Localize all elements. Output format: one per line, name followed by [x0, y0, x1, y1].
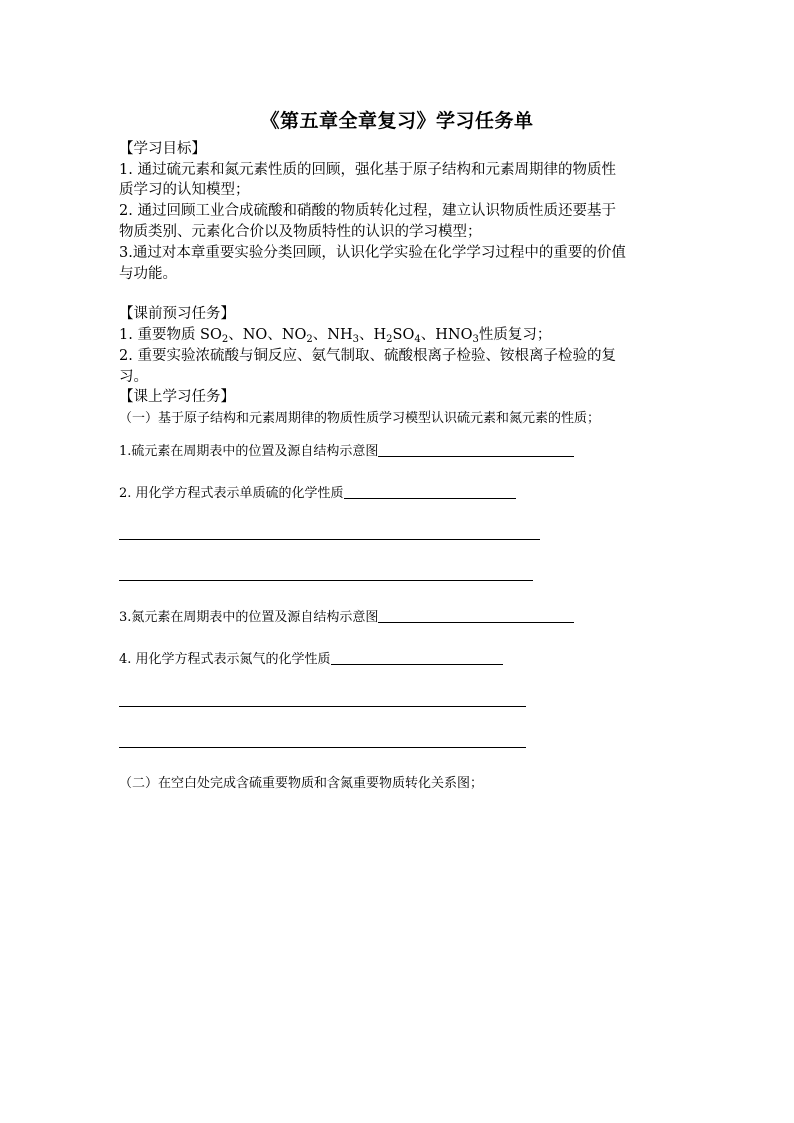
- preview-item-2-line-2: 习。: [119, 369, 148, 385]
- question-4: [119, 649, 679, 670]
- answer-line-4a[interactable]: [119, 706, 526, 707]
- answer-blank-1[interactable]: [378, 441, 574, 457]
- page-title: 《第五章全章复习》学习任务单: [260, 110, 534, 132]
- answer-line-2a[interactable]: [119, 539, 540, 540]
- part-2-heading: （二）在空白处完成含硫重要物质和含氮重要物质转化关系图；: [119, 776, 484, 791]
- question-2-text: 2. 用化学方程式表示单质硫的化学性质: [119, 486, 344, 501]
- subscript: 2: [386, 334, 393, 345]
- question-1: [119, 441, 679, 462]
- question-4-text: 4. 用化学方程式表示氮气的化学性质: [119, 652, 331, 667]
- question-3-text: 3.氮元素在周期表中的位置及源自结构示意图: [119, 610, 379, 625]
- goal-1-line-1: 1. 通过硫元素和氮元素性质的回顾，强化基于原子结构和元素周期律的物质性: [119, 162, 616, 178]
- question-3: [119, 607, 679, 628]
- goal-2-line-1: 2. 通过回顾工业合成硫酸和硝酸的物质转化过程，建立认识物质性质还要基于: [119, 203, 616, 219]
- preview-item-1-text: 、NO、NO: [228, 327, 307, 343]
- question-1-text: 1.硫元素在周期表中的位置及源自结构示意图: [119, 444, 379, 459]
- answer-blank-3[interactable]: [378, 607, 574, 623]
- goal-3-line-2: 与功能。: [119, 266, 177, 282]
- answer-blank-4[interactable]: [331, 649, 503, 665]
- goals-heading: 【学习目标】: [119, 141, 206, 157]
- preview-item-1-text: 、NH: [312, 327, 353, 343]
- goal-2-line-2: 物质类别、元素化合价以及物质特性的认识的学习模型；: [119, 224, 482, 240]
- preview-item-1-text: 、HNO: [420, 327, 473, 343]
- inclass-heading: 【课上学习任务】: [119, 389, 235, 405]
- subscript: 2: [221, 334, 229, 345]
- preview-heading: 【课前预习任务】: [119, 306, 235, 322]
- part-1-heading: （一）基于原子结构和元素周期律的物质性质学习模型认识硫元素和氮元素的性质；: [119, 411, 601, 426]
- answer-line-2b[interactable]: [119, 580, 533, 581]
- preview-item-2-line-1: 2. 重要实验浓硫酸与铜反应、氨气制取、硫酸根离子检验、铵根离子检验的复: [119, 348, 616, 364]
- subscript: 2: [306, 334, 313, 345]
- question-2: [119, 483, 679, 504]
- goal-1-line-2: 质学习的认知模型；: [119, 182, 250, 198]
- answer-blank-2[interactable]: [344, 483, 516, 499]
- answer-line-4b[interactable]: [119, 747, 526, 748]
- subscript: 4: [414, 334, 421, 345]
- goal-3-line-1: 3.通过对本章重要实验分类回顾，认识化学实验在化学学习过程中的重要的价值: [119, 245, 626, 261]
- preview-item-1-text: 、H: [359, 327, 387, 343]
- subscript: 3: [472, 334, 479, 345]
- subscript: 3: [352, 334, 359, 345]
- preview-item-1-text: 1. 重要物质 SO: [119, 327, 222, 343]
- preview-item-1-text: 性质复习；: [478, 327, 552, 343]
- preview-item-1-text: SO: [392, 327, 415, 343]
